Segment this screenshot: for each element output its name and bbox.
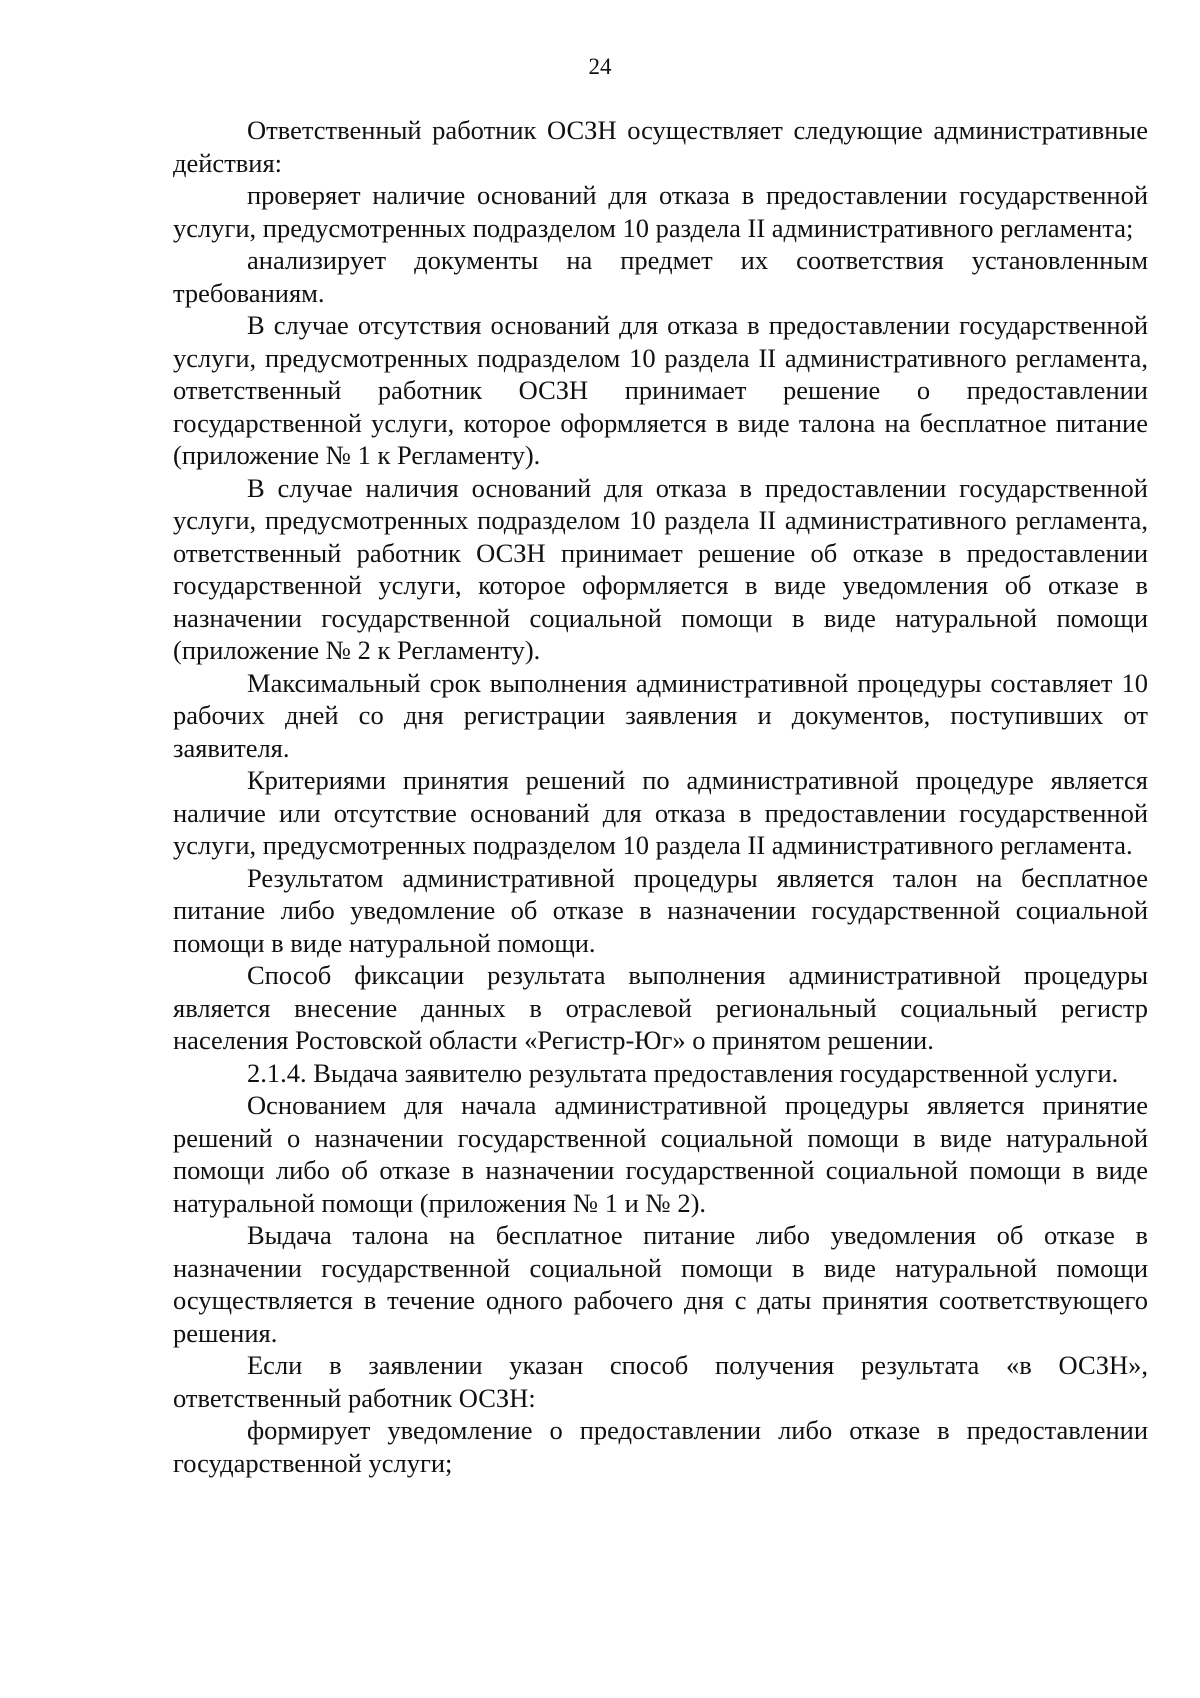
paragraph: Максимальный срок выполнения административной процедуры составляет 10 рабочих дней со дня регистрации заявления и документов, поступивших от заявителя. bbox=[173, 667, 1148, 763]
paragraph: Основанием для начала административной процедуры является принятие решений о назначении государственной социальной помощи в виде натуральной помощи либо об отказе в назначении государственной социальной помощи в виде натуральной помощи (приложения № 1 и № 2). bbox=[173, 1090, 1148, 1218]
paragraph: Ответственный работник ОСЗН осуществляет следующие административные действия: bbox=[173, 115, 1148, 178]
paragraph: Выдача талона на бесплатное питание либо уведомления об отказе в назначении государственной социальной помощи в виде натуральной помощи осуществляется в течение одного рабочего дня с даты принятия соответствующего решения. bbox=[173, 1220, 1148, 1348]
paragraph: В случае отсутствия оснований для отказа в предоставлении государственной услуги, предусмотренных подразделом 10 раздела II административного регламента, ответственный работник ОСЗН принимает решение о предоставлении государственной услуги, которое оформляется в виде талона на бесплатное питание (приложение № 1 к Регламенту). bbox=[173, 310, 1148, 470]
paragraph: Результатом административной процедуры является талон на бесплатное питание либо уведомление об отказе в назначении государственной социальной помощи в виде натуральной помощи. bbox=[173, 862, 1148, 958]
paragraph: проверяет наличие оснований для отказа в предоставлении государственной услуги, предусмотренных подразделом 10 раздела II административного регламента; bbox=[173, 180, 1148, 243]
paragraph: анализирует документы на предмет их соответствия установленным требованиям. bbox=[173, 245, 1148, 308]
paragraph: Критериями принятия решений по административной процедуре является наличие или отсутствие оснований для отказа в предоставлении государственной услуги, предусмотренных подразделом 10 раздела II административного регламента. bbox=[173, 765, 1148, 860]
paragraph: Если в заявлении указан способ получения результата «в ОСЗН», ответственный работник ОСЗН: bbox=[173, 1350, 1148, 1413]
paragraph: В случае наличия оснований для отказа в предоставлении государственной услуги, предусмотренных подразделом 10 раздела II административного регламента, ответственный работник ОСЗН принимает решение об отказе в предоставлении государственной услуги, которое оформляется в виде уведомления об отказе в назначении государственной социальной помощи в виде натуральной помощи (приложение № 2 к Регламенту). bbox=[173, 472, 1148, 665]
section-heading: 2.1.4. Выдача заявителю результата предоставления государственной услуги. bbox=[247, 1057, 1119, 1088]
paragraph: формирует уведомление о предоставлении либо отказе в предоставлении государственной услуги; bbox=[173, 1415, 1148, 1478]
document-body bbox=[173, 114, 1148, 1479]
paragraph: Способ фиксации результата выполнения административной процедуры является внесение данных в отраслевой региональный социальный регистр населения Ростовской области «Регистр-Юг» о принятом решении. bbox=[173, 960, 1148, 1055]
page-number: 24 bbox=[588, 54, 612, 79]
